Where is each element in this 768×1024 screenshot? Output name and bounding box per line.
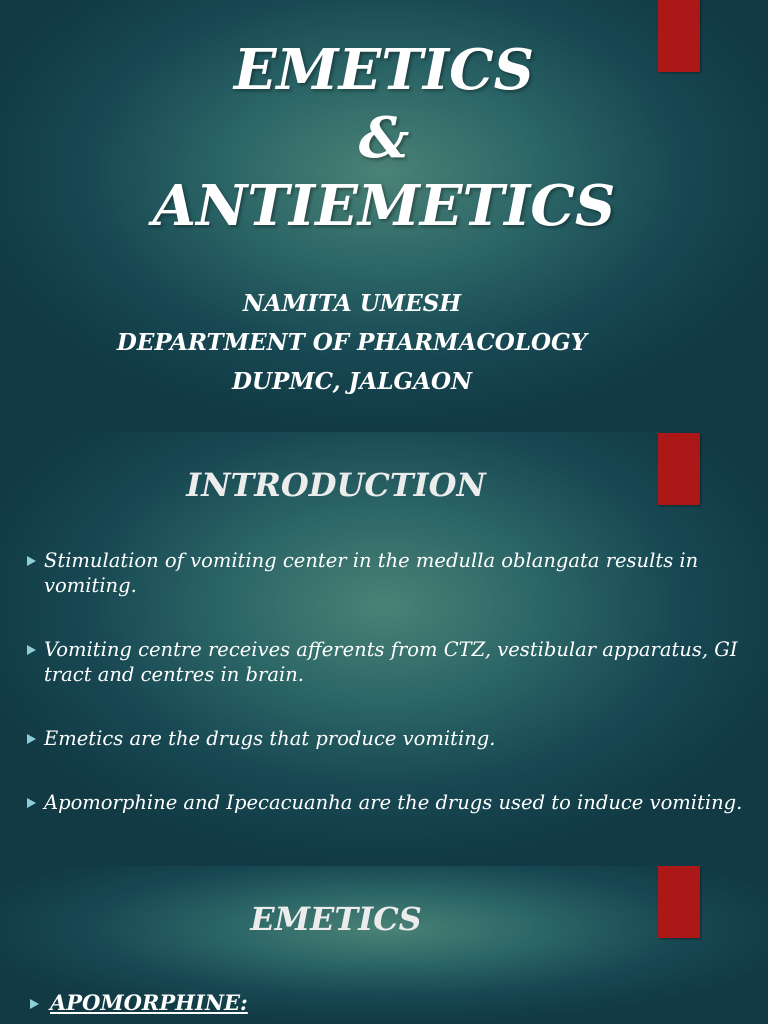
author-department: DEPARTMENT OF PHARMACOLOGY	[116, 329, 588, 356]
list-item	[24, 726, 744, 751]
list-item	[24, 637, 744, 687]
slide-introduction	[0, 432, 768, 866]
bullet-arrow-icon	[27, 645, 36, 655]
subheading-text: APOMORPHINE:	[50, 990, 248, 1015]
slide-heading: EMETICS	[250, 900, 422, 938]
list-item	[24, 790, 744, 815]
list-item	[24, 548, 744, 598]
bullet-text: Apomorphine and Ipecacuanha are the drugs used to induce vomiting.	[44, 791, 743, 814]
bullet-text: Stimulation of vomiting center in the medulla oblangata results in vomiting.	[44, 549, 699, 597]
author-name: NAMITA UMESH	[242, 290, 462, 317]
bullet-text: Emetics are the drugs that produce vomiting.	[44, 727, 496, 750]
bullet-text: Vomiting centre receives afferents from CTZ, vestibular apparatus, GI tract and centres in brain.	[44, 638, 738, 686]
author-info	[0, 284, 704, 401]
title-line: ANTIEMETICS	[152, 173, 616, 239]
bullet-list	[24, 548, 744, 854]
bullet-arrow-icon	[30, 999, 39, 1009]
bullet-arrow-icon	[27, 798, 36, 808]
title-line: EMETICS	[233, 37, 535, 103]
slide-heading: INTRODUCTION	[186, 466, 486, 504]
bullet-arrow-icon	[27, 556, 36, 566]
title-line: &	[358, 105, 410, 171]
slide-title	[0, 0, 768, 432]
slide-emetics	[0, 866, 768, 1024]
author-institution: DUPMC, JALGAON	[231, 368, 473, 395]
subheading	[30, 990, 248, 1015]
presentation-title	[0, 36, 768, 240]
bullet-arrow-icon	[27, 734, 36, 744]
